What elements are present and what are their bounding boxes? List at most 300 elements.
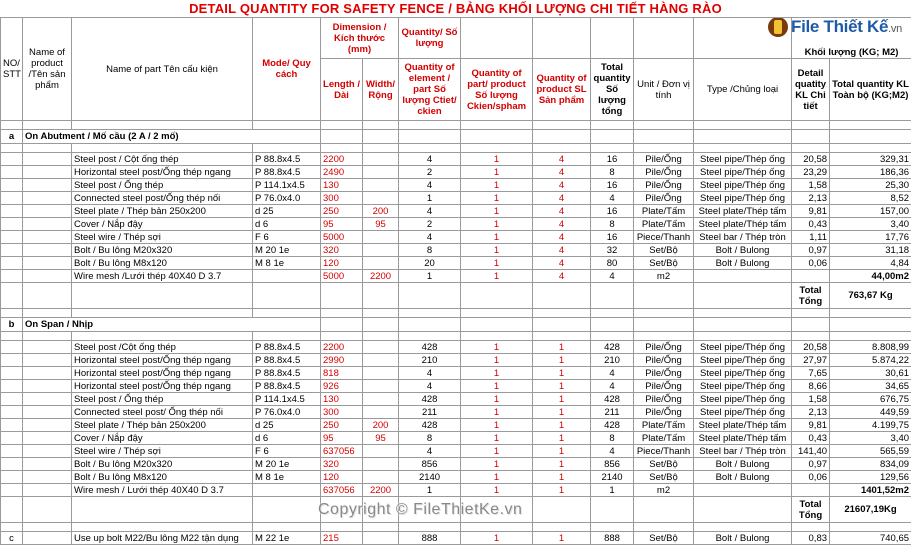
empty-cell [1,166,23,179]
qty-product-cell: 1 [533,532,591,545]
unit-cell: Set/Bộ [634,244,694,257]
empty-cell [23,432,72,445]
mode-cell: M 20 1e [253,244,321,257]
mode-cell: P 88.8x4.5 [253,153,321,166]
spacer-row [1,523,911,532]
qty-product-cell: 1 [533,458,591,471]
type-cell: Steel plate/Thép tấm [694,205,792,218]
empty-cell [399,309,461,318]
empty-cell [321,283,363,309]
unit-cell: Piece/Thanh [634,231,694,244]
unit-cell: Pile/Ống [634,406,694,419]
empty-cell [461,332,533,341]
mode-cell: d 25 [253,205,321,218]
type-cell: Steel pipe/Thép ống [694,341,792,354]
length-cell: 95 [321,432,363,445]
total-qty-cell: 8 [591,218,634,231]
qty-product-cell: 4 [533,270,591,283]
part-name: Steel plate / Thép bản 250x200 [72,205,253,218]
table-row [1,393,911,406]
qty-part-cell: 1 [461,393,533,406]
empty-cell [72,121,253,130]
qty-product-cell: 1 [533,419,591,432]
qty-part-cell: 1 [461,458,533,471]
qty-element-cell: 4 [399,380,461,393]
empty-cell [634,144,694,153]
qty-product-cell: 1 [533,432,591,445]
qty-product-cell: 4 [533,231,591,244]
unit-cell: Pile/Ống [634,354,694,367]
detail-qty-cell: 0,43 [792,218,830,231]
table-row [1,532,911,545]
total-kl-cell: 3,40 [830,218,911,231]
qty-element-cell: 4 [399,179,461,192]
empty-cell [23,179,72,192]
type-cell: Bolt / Bulong [694,471,792,484]
empty-cell [399,332,461,341]
empty-cell [1,380,23,393]
empty-cell [591,497,634,523]
empty-cell [533,523,591,532]
unit-cell: Pile/Ống [634,393,694,406]
width-cell [363,244,399,257]
total-kl-cell: 4.199,75 [830,419,911,432]
empty-cell [23,523,72,532]
detail-qty-cell: 141,40 [792,445,830,458]
detail-qty-cell [792,484,830,497]
length-cell: 120 [321,257,363,270]
empty-cell [830,130,911,144]
total-kl-cell: 8,52 [830,192,911,205]
empty-cell [1,419,23,432]
mode-cell [253,270,321,283]
empty-cell [533,144,591,153]
spacer-row [1,144,911,153]
empty-cell [1,471,23,484]
length-cell: 818 [321,367,363,380]
empty-cell [72,283,253,309]
empty-cell [1,257,23,270]
length-cell: 320 [321,458,363,471]
length-cell: 130 [321,393,363,406]
empty-cell [830,318,911,332]
part-name: Steel wire / Thép sợi [72,445,253,458]
header-total-qty-kl: Total quantity KL Toàn bộ (KG;M2) [830,59,911,121]
table-row [1,192,911,205]
header-no: NO/ STT [1,18,23,121]
empty-cell [792,130,830,144]
mode-cell: M 22 1e [253,532,321,545]
part-name: Horizontal steel post/Ống thép ngang [72,166,253,179]
part-name: Cover / Nắp đậy [72,218,253,231]
width-cell [363,532,399,545]
empty-cell [533,283,591,309]
total-kl-cell: 44,00m2 [830,270,911,283]
empty-cell [23,244,72,257]
qty-part-cell: 1 [461,166,533,179]
type-cell: Bolt / Bulong [694,532,792,545]
empty-cell [321,130,363,144]
width-cell: 200 [363,205,399,218]
empty-cell [461,283,533,309]
empty-cell [23,144,72,153]
empty-cell [694,318,792,332]
length-cell: 300 [321,192,363,205]
empty-cell [23,205,72,218]
unit-cell: Plate/Tấm [634,432,694,445]
empty-cell [1,332,23,341]
total-kl-cell: 449,59 [830,406,911,419]
empty-cell [1,309,23,318]
empty-cell [23,406,72,419]
type-cell: Steel plate/Thép tấm [694,432,792,445]
table-row [1,218,911,231]
empty-cell [694,283,792,309]
total-value: 763,67 Kg [830,283,911,309]
type-cell: Steel pipe/Thép ống [694,179,792,192]
width-cell [363,341,399,354]
header-length: Length / Dài [321,59,363,121]
total-qty-cell: 4 [591,380,634,393]
type-cell: Steel pipe/Thép ống [694,153,792,166]
total-qty-cell: 856 [591,458,634,471]
unit-cell: Pile/Ống [634,166,694,179]
type-cell: Steel plate/Thép tấm [694,218,792,231]
header-product: Name of product /Tên sản phẩm [23,18,72,121]
table-row [1,471,911,484]
empty-cell [363,121,399,130]
mode-cell: M 8 1e [253,471,321,484]
qty-element-cell: 888 [399,532,461,545]
total-qty-cell: 4 [591,367,634,380]
length-cell: 2490 [321,166,363,179]
width-cell: 2200 [363,484,399,497]
header-mode: Mode/ Quy cách [253,18,321,121]
length-cell: 130 [321,179,363,192]
unit-cell: Pile/Ống [634,367,694,380]
type-cell: Steel bar / Thép tròn [694,231,792,244]
unit-cell: Plate/Tấm [634,218,694,231]
width-cell [363,354,399,367]
qty-product-cell: 4 [533,153,591,166]
table-row [1,354,911,367]
qty-part-cell: 1 [461,257,533,270]
detail-qty-cell: 0,06 [792,471,830,484]
empty-cell [533,121,591,130]
empty-cell [72,332,253,341]
length-cell: 926 [321,380,363,393]
qty-product-cell: 4 [533,205,591,218]
empty-cell [72,309,253,318]
empty-cell [363,144,399,153]
total-kl-cell: 4,84 [830,257,911,270]
unit-cell: Set/Bộ [634,458,694,471]
total-kl-cell: 31,18 [830,244,911,257]
empty-cell [533,130,591,144]
empty-cell [23,192,72,205]
mode-cell: P 114.1x4.5 [253,393,321,406]
total-kl-cell: 30,61 [830,367,911,380]
total-kl-cell: 834,09 [830,458,911,471]
part-name: Wire mesh /Lưới thép 40X40 D 3.7 [72,270,253,283]
empty-cell [1,270,23,283]
empty-cell [792,332,830,341]
table-row [1,458,911,471]
length-cell: 637056 [321,484,363,497]
table-row [1,367,911,380]
unit-cell: Pile/Ống [634,380,694,393]
empty-cell [591,523,634,532]
empty-cell [72,497,253,523]
qty-element-cell: 211 [399,406,461,419]
qty-product-cell: 1 [533,380,591,393]
empty-cell [1,523,23,532]
empty-cell [23,257,72,270]
width-cell [363,153,399,166]
empty-cell [591,144,634,153]
detail-qty-cell: 0,06 [792,257,830,270]
total-qty-cell: 4 [591,445,634,458]
empty-cell [23,354,72,367]
qty-element-cell: 4 [399,445,461,458]
qty-element-cell: 4 [399,153,461,166]
qty-part-cell: 1 [461,354,533,367]
empty-cell [399,144,461,153]
empty-cell [1,244,23,257]
empty-cell [23,309,72,318]
empty-cell [1,406,23,419]
type-cell: Steel pipe/Thép ống [694,166,792,179]
qty-part-cell: 1 [461,419,533,432]
table-row [1,231,911,244]
section-header-row [1,130,911,144]
empty-cell [253,144,321,153]
empty-cell [253,121,321,130]
empty-cell [634,283,694,309]
width-cell [363,471,399,484]
part-name: Bolt / Bu lông M20x320 [72,458,253,471]
qty-product-cell: 1 [533,406,591,419]
qty-product-cell: 4 [533,192,591,205]
length-cell: 2200 [321,153,363,166]
length-cell: 300 [321,406,363,419]
section-no: a [1,130,23,144]
width-cell: 95 [363,218,399,231]
total-kl-cell: 25,30 [830,179,911,192]
header-detail-qty: Detail quatity KL Chi tiết [792,59,830,121]
empty-cell [23,332,72,341]
empty-cell [321,523,363,532]
mode-cell: P 114.1x4.5 [253,179,321,192]
part-name: Steel post / Ống thép [72,393,253,406]
mode-cell: P 88.8x4.5 [253,166,321,179]
qty-product-cell: 1 [533,445,591,458]
type-cell: Steel pipe/Thép ống [694,367,792,380]
empty-cell [533,318,591,332]
detail-qty-cell: 20,58 [792,153,830,166]
qty-product-cell: 1 [533,341,591,354]
unit-cell: m2 [634,484,694,497]
qty-element-cell: 8 [399,432,461,445]
length-cell: 250 [321,205,363,218]
empty-cell [253,309,321,318]
empty-cell [23,497,72,523]
total-kl-cell: 8.808,99 [830,341,911,354]
empty-cell [591,283,634,309]
mode-cell: P 88.8x4.5 [253,380,321,393]
qty-element-cell: 428 [399,393,461,406]
empty-cell [253,523,321,532]
detail-qty-cell: 9,81 [792,205,830,218]
total-kl-cell: 676,75 [830,393,911,406]
qty-element-cell: 2 [399,218,461,231]
width-cell [363,458,399,471]
mode-cell: F 6 [253,445,321,458]
type-cell: Steel pipe/Thép ống [694,393,792,406]
empty-cell [1,144,23,153]
width-cell [363,179,399,192]
qty-part-cell: 1 [461,406,533,419]
length-cell: 5000 [321,270,363,283]
mode-cell: P 88.8x4.5 [253,354,321,367]
empty-cell [1,458,23,471]
width-cell [363,231,399,244]
total-kl-cell: 1401,52m2 [830,484,911,497]
empty-cell [1,354,23,367]
width-cell: 200 [363,419,399,432]
total-qty-cell: 2140 [591,471,634,484]
empty-cell [253,497,321,523]
empty-cell [399,121,461,130]
empty-cell [1,484,23,497]
length-cell: 637056 [321,445,363,458]
width-cell [363,166,399,179]
empty-cell [23,471,72,484]
empty-cell [363,332,399,341]
qty-element-cell: 2 [399,166,461,179]
length-cell: 250 [321,419,363,432]
empty-cell [533,309,591,318]
empty-cell [1,179,23,192]
header-total-qty: Total quantity Số lượng tổng [591,59,634,121]
total-kl-cell: 157,00 [830,205,911,218]
section-no: c [1,532,23,545]
empty-cell [399,523,461,532]
header-qty-element: Quantity of element / part Số lượng Ctiet/ ckien [399,59,461,121]
type-cell: Bolt / Bulong [694,458,792,471]
mode-cell: F 6 [253,231,321,244]
unit-cell: Pile/Ống [634,153,694,166]
empty-cell [694,523,792,532]
mode-cell: d 25 [253,419,321,432]
type-cell: Steel bar / Thép tròn [694,445,792,458]
empty-cell [461,309,533,318]
qty-element-cell: 2140 [399,471,461,484]
detail-qty-cell: 9,81 [792,419,830,432]
empty-cell [1,153,23,166]
qty-element-cell: 428 [399,341,461,354]
qty-product-cell: 4 [533,179,591,192]
width-cell: 2200 [363,270,399,283]
qty-element-cell: 4 [399,205,461,218]
type-cell: Steel plate/Thép tấm [694,419,792,432]
type-cell [694,270,792,283]
detail-qty-cell: 1,58 [792,179,830,192]
empty-cell [1,192,23,205]
mode-cell: d 6 [253,218,321,231]
empty-cell [634,523,694,532]
unit-cell: Set/Bộ [634,257,694,270]
header-part: Name of part Tên cấu kiện [72,18,253,121]
qty-element-cell: 1 [399,270,461,283]
empty-cell [694,144,792,153]
type-cell: Steel pipe/Thép ống [694,192,792,205]
total-kl-cell: 3,40 [830,432,911,445]
total-qty-cell: 80 [591,257,634,270]
part-name: Cover / Nắp đậy [72,432,253,445]
detail-qty-cell: 23,29 [792,166,830,179]
qty-part-cell: 1 [461,218,533,231]
total-qty-cell: 16 [591,179,634,192]
part-name: Connected steel post/Ống thép nối [72,192,253,205]
qty-element-cell: 1 [399,484,461,497]
qty-product-cell: 1 [533,484,591,497]
header-dimension: Dimension / Kích thước (mm) [321,18,399,59]
empty-cell [321,318,363,332]
detail-qty-cell: 2,13 [792,406,830,419]
length-cell: 95 [321,218,363,231]
total-qty-cell: 8 [591,166,634,179]
qty-product-cell: 1 [533,354,591,367]
table-row [1,341,911,354]
detail-qty-cell: 1,58 [792,393,830,406]
total-qty-cell: 210 [591,354,634,367]
empty-cell [399,283,461,309]
section-no: b [1,318,23,332]
qty-part-cell: 1 [461,367,533,380]
empty-cell [792,309,830,318]
total-qty-cell: 16 [591,231,634,244]
empty-cell [363,130,399,144]
total-qty-cell: 8 [591,432,634,445]
table-row [1,166,911,179]
detail-qty-cell: 1,11 [792,231,830,244]
unit-cell: m2 [634,270,694,283]
detail-qty-cell: 20,58 [792,341,830,354]
total-qty-cell: 4 [591,192,634,205]
qty-product-cell: 4 [533,166,591,179]
width-cell: 95 [363,432,399,445]
empty-cell [23,153,72,166]
length-cell: 320 [321,244,363,257]
qty-part-cell: 1 [461,380,533,393]
total-value: 21607,19Kg [830,497,911,523]
mode-cell: M 8 1e [253,257,321,270]
total-qty-cell: 1 [591,484,634,497]
empty-cell [591,309,634,318]
empty-cell [23,121,72,130]
part-name: Bolt / Bu lông M8x120 [72,471,253,484]
qty-element-cell: 856 [399,458,461,471]
qty-part-cell: 1 [461,179,533,192]
table-row [1,270,911,283]
detail-qty-cell [792,270,830,283]
total-qty-cell: 32 [591,244,634,257]
qty-product-cell: 1 [533,471,591,484]
part-name: Steel post / Cột ống thép [72,153,253,166]
empty-cell [1,341,23,354]
table-row [1,380,911,393]
